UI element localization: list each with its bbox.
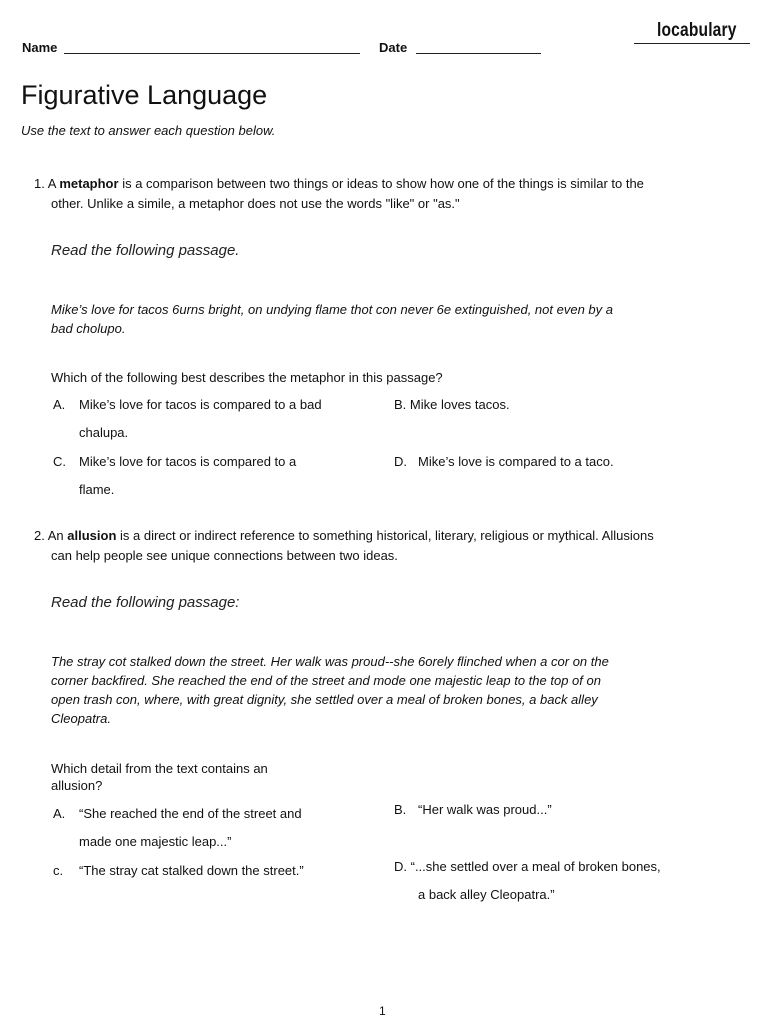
option-text: Mike’s love for tacos is compared to a bbox=[79, 454, 297, 469]
date-field[interactable] bbox=[416, 53, 541, 54]
page-title: Figurative Language bbox=[21, 80, 268, 110]
instructions: Use the text to answer each question below. bbox=[21, 123, 276, 138]
q2-read-prompt: Read the following passage: bbox=[51, 594, 240, 611]
vocabulary-underline bbox=[634, 43, 750, 44]
q1-question: Which of the following best describes the metaphor in this passage? bbox=[51, 370, 443, 385]
q2-passage-line4: Cleopatra. bbox=[51, 711, 111, 726]
q1-option-d[interactable] bbox=[394, 448, 614, 476]
q1-definition-line2: other. Unlike a simile, a metaphor does not use the words "like" or "as." bbox=[51, 196, 460, 211]
vocabulary-label: locabulary bbox=[657, 20, 737, 41]
q2-question-line2: allusion? bbox=[51, 778, 103, 793]
q2-passage-line2: corner backfired. She reached the end of the street and mode one majestic leap to the top of on bbox=[51, 673, 601, 688]
q2-passage bbox=[51, 652, 751, 728]
q2-option-d[interactable] bbox=[394, 853, 661, 909]
q2-definition-line2: can help people see unique connections between two ideas. bbox=[51, 548, 398, 563]
q1-passage-line2: bad cholupo. bbox=[51, 321, 126, 336]
page-number: 1 bbox=[379, 1004, 386, 1018]
option-letter: B. bbox=[394, 802, 407, 817]
q2-definition bbox=[34, 526, 744, 566]
option-letter: c. bbox=[53, 863, 64, 878]
q2-option-a[interactable] bbox=[53, 800, 373, 856]
date-label: Date bbox=[379, 40, 408, 55]
q2-passage-line1: The stray cot stalked down the street. Her walk was proud--she 6orely flinched when a cor on the bbox=[51, 654, 609, 669]
q2-option-b[interactable] bbox=[394, 796, 552, 824]
option-letter: A. bbox=[53, 397, 66, 412]
q2-passage-line3: open trash con, where, with great dignity, she settled over a meal of broken bones, a back alley bbox=[51, 692, 598, 707]
q2-option-c[interactable] bbox=[53, 857, 304, 885]
q1-passage-line1: Mike’s love for tacos 6urns bright, on undying flame thot con never 6e extinguished, not even by a bbox=[51, 302, 613, 317]
option-text: “The stray cat stalked down the street.” bbox=[79, 863, 304, 878]
option-letter: A. bbox=[53, 806, 66, 821]
q1-passage bbox=[51, 300, 741, 338]
option-text-cont: made one majestic leap...” bbox=[79, 834, 232, 849]
q1-read-prompt: Read the following passage. bbox=[51, 242, 240, 259]
option-letter: D. bbox=[394, 454, 407, 469]
q2-definition-line1: is a direct or indirect reference to something historical, literary, religious or mythical. Allusions bbox=[120, 528, 654, 543]
q2-question bbox=[51, 760, 268, 794]
q1-definition-line1: is a comparison between two things or ideas to show how one of the things is similar to the bbox=[122, 176, 644, 191]
option-text-cont: chalupa. bbox=[79, 425, 129, 440]
q2-term: allusion bbox=[67, 528, 117, 543]
option-letter: C. bbox=[53, 454, 66, 469]
q2-question-line1: Which detail from the text contains an bbox=[51, 761, 268, 776]
q1-definition bbox=[34, 174, 734, 214]
option-text-cont: a back alley Cleopatra.” bbox=[418, 887, 555, 902]
name-label: Name bbox=[22, 40, 58, 55]
q1-number: 1. A bbox=[34, 176, 56, 191]
option-text: Mike’s love is compared to a taco. bbox=[418, 454, 614, 469]
q2-number: 2. An bbox=[34, 528, 64, 543]
option-text: “Her walk was proud...” bbox=[418, 802, 552, 817]
option-text: Mike’s love for tacos is compared to a bad bbox=[79, 397, 322, 412]
q1-term: metaphor bbox=[59, 176, 119, 191]
option-text-cont: flame. bbox=[79, 482, 115, 497]
q1-option-c[interactable] bbox=[53, 448, 373, 504]
option-text: “She reached the end of the street and bbox=[79, 806, 302, 821]
q1-option-b[interactable]: B. Mike loves tacos. bbox=[394, 397, 510, 412]
option-text: D. “...she settled over a meal of broken bones, bbox=[394, 859, 661, 874]
q1-option-a[interactable] bbox=[53, 391, 373, 447]
name-field[interactable] bbox=[64, 53, 360, 54]
